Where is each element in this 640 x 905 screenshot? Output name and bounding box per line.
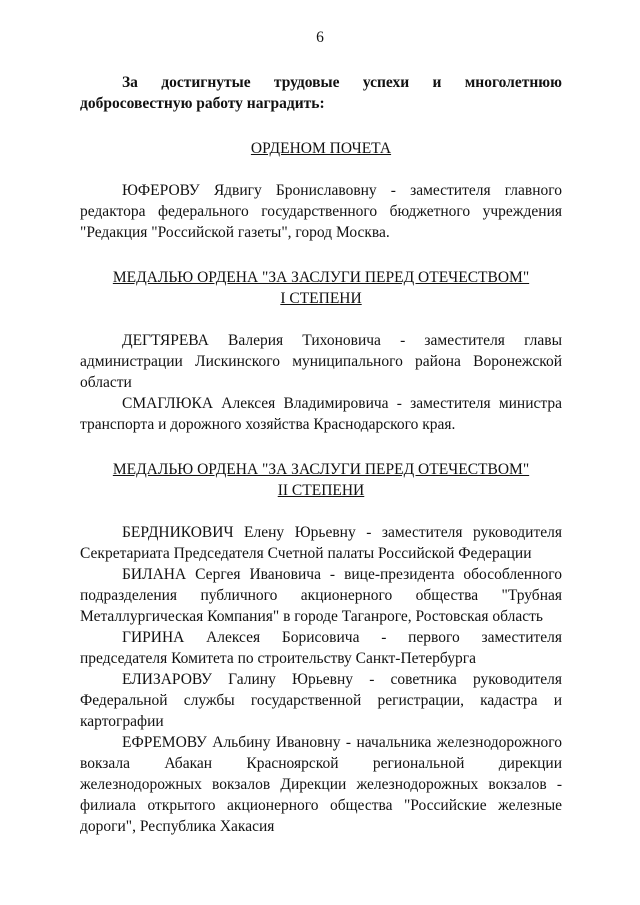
- section-heading: ОРДЕНОМ ПОЧЕТА: [250, 140, 392, 157]
- page-number: 6: [316, 29, 324, 46]
- award-entry: ЕФРЕМОВУ Альбину Ивановну - начальника железнодорожного вокзала Абакан Красноярской региональной дирекции железнодорожных вокзалов Дирекции железнодорожных вокзалов - филиала открытого акционерного общества "Российские железные дороги", Республика Хакасия: [80, 734, 562, 835]
- section-medal-first-degree: [80, 267, 562, 309]
- section-heading-degree: II СТЕПЕНИ: [277, 482, 365, 499]
- section-order-of-honor: [80, 138, 562, 159]
- section-heading: МЕДАЛЬЮ ОРДЕНА "ЗА ЗАСЛУГИ ПЕРЕД ОТЕЧЕСТВОМ": [112, 269, 530, 286]
- document-body: [80, 72, 562, 837]
- award-entry: БИЛАНА Сергея Ивановича - вице-президента обособленного подразделения публичного акционерного общества "Трубная Металлургическая Компания" в городе Таганроге, Ростовская область: [80, 566, 562, 625]
- award-entry: ЕЛИЗАРОВУ Галину Юрьевну - советника руководителя Федеральной службы государственной регистрации, кадастра и картографии: [80, 671, 562, 730]
- section-heading-degree: I СТЕПЕНИ: [280, 290, 362, 307]
- section-medal-second-degree: [80, 459, 562, 501]
- award-entry: ГИРИНА Алексея Борисовича - первого заместителя председателя Комитета по строительству Санкт-Петербурга: [80, 629, 562, 667]
- award-entry: БЕРДНИКОВИЧ Елену Юрьевну - заместителя руководителя Секретариата Председателя Счетной палаты Российской Федерации: [80, 524, 562, 562]
- award-intro: За достигнутые трудовые успехи и многолетнюю добросовестную работу наградить:: [80, 74, 562, 112]
- award-entry: ДЕГТЯРЕВА Валерия Тихоновича - заместителя главы администрации Лискинского муниципального района Воронежской области: [80, 332, 562, 391]
- award-entry: ЮФЕРОВУ Ядвигу Брониславовну - заместителя главного редактора федерального государственного бюджетного учреждения "Редакция "Российской газеты", город Москва.: [80, 182, 562, 241]
- award-entry: СМАГЛЮКА Алексея Владимировича - заместителя министра транспорта и дорожного хозяйства Краснодарского края.: [80, 395, 562, 433]
- section-heading: МЕДАЛЬЮ ОРДЕНА "ЗА ЗАСЛУГИ ПЕРЕД ОТЕЧЕСТВОМ": [112, 461, 530, 478]
